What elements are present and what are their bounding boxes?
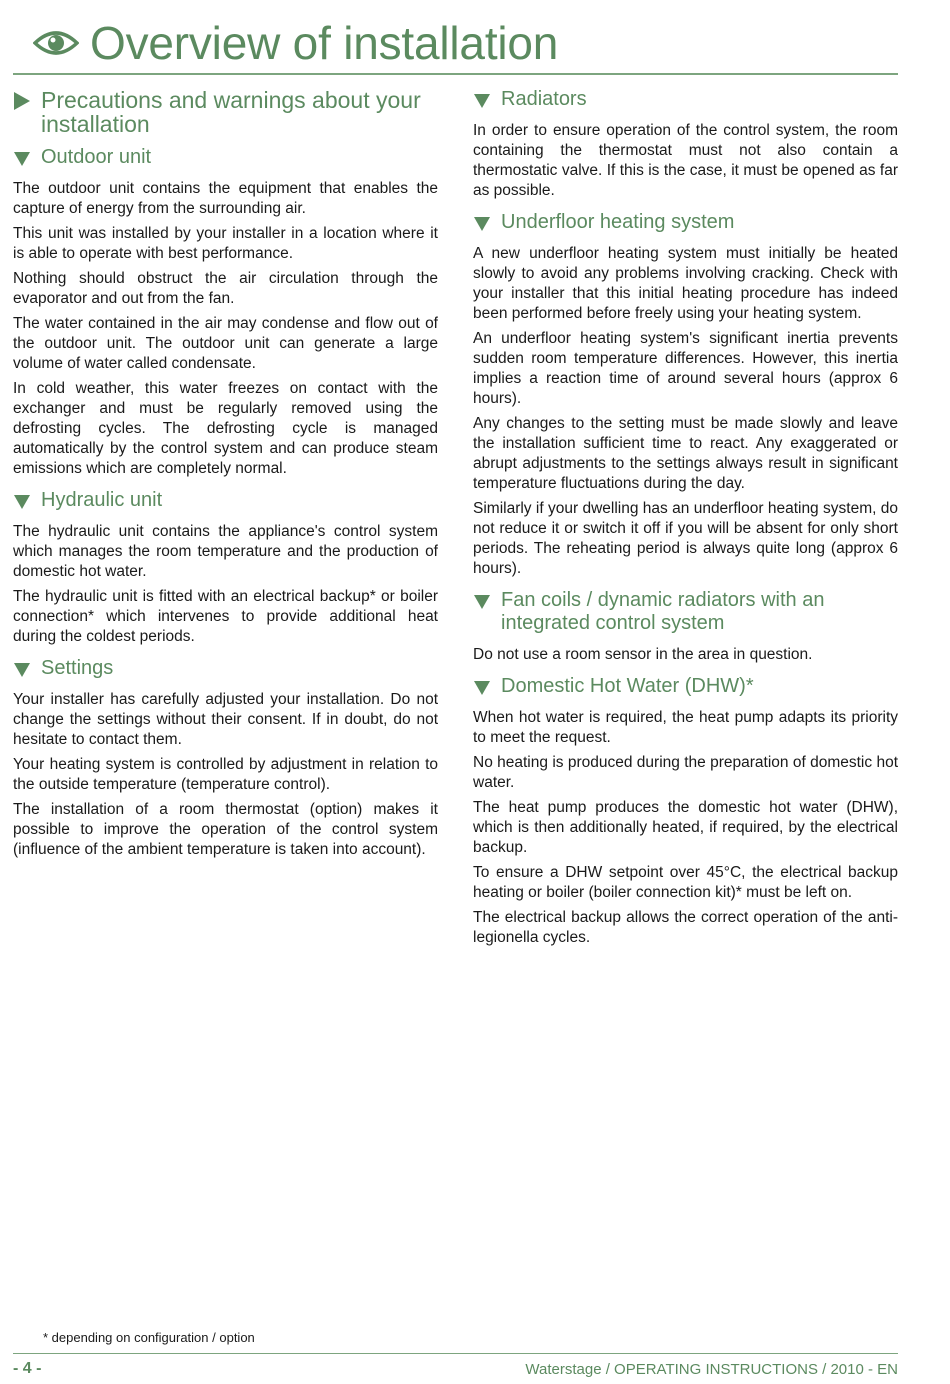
section-heading-underfloor-heating-system (473, 211, 898, 234)
body-paragraph: The electrical backup allows the correct operation of the anti-legionella cycles. (473, 909, 898, 946)
section-title: Fan coils / dynamic radiators with an integrated control system (501, 589, 825, 634)
body-paragraph: In cold weather, this water freezes on contact with the exchanger and must be regularly removed using the defrosting cycles. The defrosting cycle is managed automatically by the control system and can produce steam emissions which are completely normal. (13, 380, 438, 477)
section-title: Settings (41, 657, 114, 679)
body-paragraph: In order to ensure operation of the control system, the room containing the thermostat must not also contain a thermostatic valve. If this is the case, it must be opened as far as possible. (473, 122, 898, 199)
body-paragraph: Similarly if your dwelling has an underfloor heating system, do not reduce it or switch it off if you will be absent for only short periods. The reheating period is always quite long (approx 6 hours). (473, 500, 898, 577)
body-paragraph: The hydraulic unit is fitted with an electrical backup* or boiler connection* which intervenes to provide additional heat during the coldest periods. (13, 588, 438, 645)
section-heading-fan-coils-dynamic-radiators-with-an-integrated-control-system (473, 589, 898, 635)
triangle-down-icon (13, 662, 31, 678)
section-title: Domestic Hot Water (DHW)* (501, 675, 754, 697)
section-title: Outdoor unit (41, 146, 152, 168)
left-column (13, 88, 438, 865)
body-paragraph: Any changes to the setting must be made slowly and leave the installation sufficient time to react. Any exaggerated or abrupt adjustments to the settings always result in significant temperature fluctuations during the day. (473, 415, 898, 492)
body-paragraph: An underfloor heating system's significant inertia prevents sudden room temperature differences. However, this inertia implies a reaction time of around several hours (approx 6 hours). (473, 330, 898, 407)
body-paragraph: The heat pump produces the domestic hot water (DHW), which is then additionally heated, if required, by the electrical backup. (473, 799, 898, 856)
section-title: Radiators (501, 88, 587, 110)
section-heading-radiators (473, 88, 898, 111)
triangle-down-icon (473, 680, 491, 696)
triangle-down-icon (473, 216, 491, 232)
section-title: Underfloor heating system (501, 211, 735, 233)
body-paragraph: No heating is produced during the preparation of domestic hot water. (473, 754, 898, 791)
body-paragraph: Your installer has carefully adjusted your installation. Do not change the settings without their consent. If in doubt, do not hesitate to contact them. (13, 691, 438, 748)
footnote: * depending on configuration / option (43, 1330, 255, 1345)
body-paragraph: Nothing should obstruct the air circulation through the evaporator and out from the fan. (13, 270, 438, 307)
section-heading-settings (13, 657, 438, 680)
body-paragraph: Do not use a room sensor in the area in question. (473, 646, 813, 663)
footer-divider (13, 1353, 898, 1354)
page-number: - 4 - (13, 1360, 42, 1377)
triangle-down-icon (13, 494, 31, 510)
section-title: Hydraulic unit (41, 489, 163, 511)
eye-icon (33, 27, 79, 59)
body-paragraph: The water contained in the air may condense and flow out of the outdoor unit. The outdoor unit can generate a large volume of water called condensate. (13, 315, 438, 372)
page-title: Overview of installation (90, 17, 559, 69)
triangle-down-icon (473, 93, 491, 109)
document-reference: Waterstage / OPERATING INSTRUCTIONS / 2010 - EN (525, 1361, 898, 1378)
section-heading-hydraulic-unit (13, 489, 438, 512)
body-paragraph: To ensure a DHW setpoint over 45°C, the electrical backup heating or boiler (boiler connection kit)* must be left on. (473, 864, 898, 901)
section-heading-precautions-and-warnings-about-your-installation (13, 88, 438, 136)
page-header (33, 16, 558, 70)
body-paragraph: When hot water is required, the heat pump adapts its priority to meet the request. (473, 709, 898, 746)
triangle-down-icon (13, 151, 31, 167)
triangle-down-icon (473, 594, 491, 610)
body-paragraph: A new underfloor heating system must initially be heated slowly to avoid any problems involving cracking. Check with your installer that this initial heating procedure has indeed been performed before freely using your heating system. (473, 245, 898, 322)
title-divider (13, 73, 898, 75)
right-column (473, 88, 898, 953)
body-paragraph: Your heating system is controlled by adjustment in relation to the outside temperature (temperature control). (13, 756, 438, 793)
body-paragraph: The outdoor unit contains the equipment that enables the capture of energy from the surrounding air. (13, 180, 438, 217)
body-paragraph: The installation of a room thermostat (option) makes it possible to improve the operation of the control system (influence of the ambient temperature is taken into account). (13, 801, 438, 858)
section-heading-domestic-hot-water-dhw (473, 675, 898, 698)
section-title: Precautions and warnings about your installation (41, 87, 421, 137)
body-paragraph: This unit was installed by your installer in a location where it is able to operate with best performance. (13, 225, 438, 262)
triangle-right-icon (13, 91, 31, 111)
section-heading-outdoor-unit (13, 146, 438, 169)
body-paragraph: The hydraulic unit contains the appliance's control system which manages the room temperature and the production of domestic hot water. (13, 523, 438, 580)
